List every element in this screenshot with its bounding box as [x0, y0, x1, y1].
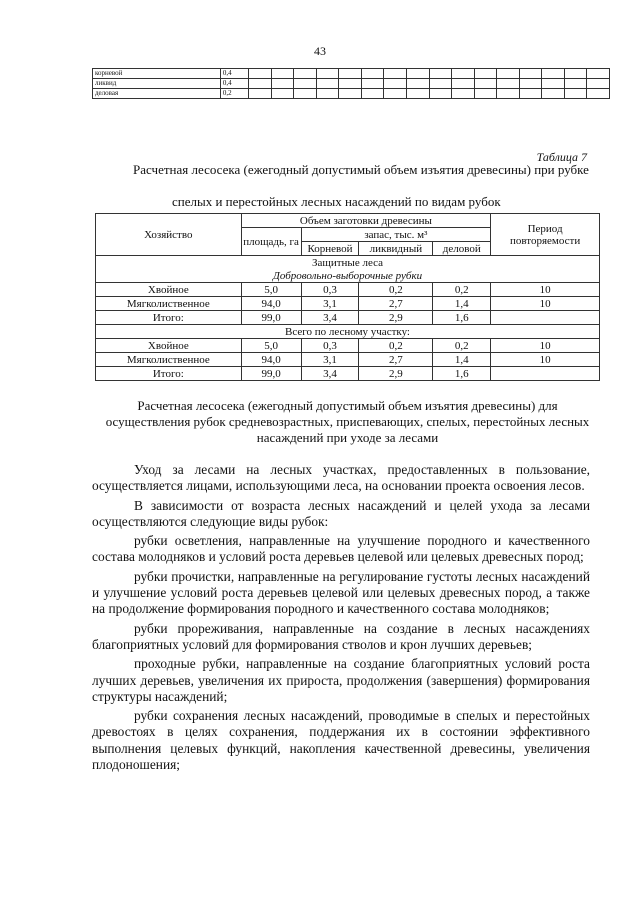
top-table-row — [93, 89, 610, 99]
empty-cell — [339, 89, 362, 99]
empty-cell — [384, 89, 407, 99]
empty-cell — [384, 79, 407, 89]
table-row — [96, 339, 600, 353]
empty-cell — [429, 89, 452, 99]
empty-cell — [587, 89, 610, 99]
cell-farm: Хвойное — [96, 339, 242, 353]
empty-cell — [564, 89, 587, 99]
empty-cell — [542, 79, 565, 89]
empty-cell — [542, 69, 565, 79]
cell-liquid: 0,2 — [359, 339, 433, 353]
caption: Расчетная лесосека (ежегодный допустимый объем изъятия древесины) для осуществления рубок средневозрастных, приспевающих, спелых, перестойных лесных насаждений при уходе за лесами — [105, 398, 590, 445]
cell-root: 3,1 — [301, 353, 359, 367]
cell-business: 1,6 — [433, 311, 491, 325]
cell-root: 3,1 — [301, 297, 359, 311]
empty-cell — [564, 69, 587, 79]
cell-farm: Итого: — [96, 367, 242, 381]
empty-cell — [339, 69, 362, 79]
cell-root: 0,3 — [301, 339, 359, 353]
empty-cell — [249, 89, 272, 99]
cell-liquid: 0,2 — [359, 283, 433, 297]
cell-root: 0,3 — [301, 283, 359, 297]
cutting-area-table — [95, 213, 600, 381]
table-row — [96, 283, 600, 297]
empty-cell — [497, 69, 520, 79]
cell-liquid: 2,7 — [359, 353, 433, 367]
empty-cell — [452, 79, 475, 89]
empty-cell — [519, 79, 542, 89]
cell-liquid: 2,9 — [359, 311, 433, 325]
cell-farm: Хвойное — [96, 283, 242, 297]
cell-period: 10 — [491, 297, 600, 311]
header-stock: запас, тыс. м³ — [301, 228, 491, 242]
empty-cell — [474, 89, 497, 99]
top-row-value: 0,4 — [220, 69, 248, 79]
cell-period — [491, 311, 600, 325]
top-table-row — [93, 79, 610, 89]
header-root: Корневой — [301, 242, 359, 256]
section-selective: Добровольно-выборочные рубки — [96, 269, 600, 283]
cell-business: 1,4 — [433, 297, 491, 311]
empty-cell — [519, 89, 542, 99]
empty-cell — [294, 79, 317, 89]
top-row-name: корневой — [93, 69, 221, 79]
empty-cell — [406, 69, 429, 79]
cell-liquid: 2,9 — [359, 367, 433, 381]
cell-business: 1,4 — [433, 353, 491, 367]
cell-farm: Мягколиственное — [96, 297, 242, 311]
continued-table — [92, 68, 610, 99]
cell-area: 94,0 — [241, 297, 301, 311]
section-total: Всего по лесному участку: — [96, 325, 600, 339]
cell-farm: Мягколиственное — [96, 353, 242, 367]
empty-cell — [452, 69, 475, 79]
body-text — [92, 462, 590, 776]
top-table-row — [93, 69, 610, 79]
empty-cell — [361, 89, 384, 99]
empty-cell — [406, 79, 429, 89]
table-label: Таблица 7 — [536, 150, 587, 164]
empty-cell — [429, 79, 452, 89]
header-period: Период повторяемости — [491, 214, 600, 256]
empty-cell — [339, 79, 362, 89]
empty-cell — [294, 89, 317, 99]
empty-cell — [474, 79, 497, 89]
cell-area: 99,0 — [241, 311, 301, 325]
cell-period: 10 — [491, 283, 600, 297]
top-row-value: 0,2 — [220, 89, 248, 99]
page-number: 43 — [314, 44, 326, 58]
empty-cell — [587, 69, 610, 79]
paragraph: Уход за лесами на лесных участках, предоставленных в пользование, осуществляется лицами, использующими леса, на основании проекта освоения лесов. — [92, 462, 590, 494]
cell-area: 5,0 — [241, 339, 301, 353]
table-row — [96, 353, 600, 367]
empty-cell — [497, 79, 520, 89]
empty-cell — [361, 79, 384, 89]
empty-cell — [249, 69, 272, 79]
empty-cell — [271, 69, 294, 79]
empty-cell — [497, 89, 520, 99]
header-liquid: ликвидный — [359, 242, 433, 256]
top-row-value: 0,4 — [220, 79, 248, 89]
cell-area: 5,0 — [241, 283, 301, 297]
empty-cell — [316, 79, 339, 89]
top-row-name: ликвид — [93, 79, 221, 89]
top-row-name: деловая — [93, 89, 221, 99]
empty-cell — [452, 89, 475, 99]
cell-area: 99,0 — [241, 367, 301, 381]
table-row — [96, 311, 600, 325]
cell-period: 10 — [491, 353, 600, 367]
empty-cell — [564, 79, 587, 89]
header-volume: Объем заготовки древесины — [241, 214, 491, 228]
paragraph: рубки прочистки, направленные на регулирование густоты лесных насаждений и улучшение условий роста деревьев целевой или целевых древесных пород, а также на продолжение формирования породного и качественного состава молодняков; — [92, 568, 590, 617]
empty-cell — [316, 69, 339, 79]
header-farm: Хозяйство — [96, 214, 242, 256]
header-business: деловой — [433, 242, 491, 256]
cell-business: 0,2 — [433, 283, 491, 297]
table-title: Расчетная лесосека (ежегодный допустимый объем изъятия древесины) при рубке — [133, 162, 589, 177]
cell-liquid: 2,7 — [359, 297, 433, 311]
empty-cell — [361, 69, 384, 79]
empty-cell — [271, 89, 294, 99]
cell-period: 10 — [491, 339, 600, 353]
paragraph: В зависимости от возраста лесных насаждений и целей ухода за лесами осуществляются следующие виды рубок: — [92, 497, 590, 529]
empty-cell — [542, 89, 565, 99]
paragraph: проходные рубки, направленные на создание благоприятных условий роста лучших деревьев, увеличения их прироста, продолжения (завершения) формирования структуры насаждений; — [92, 656, 590, 704]
empty-cell — [429, 69, 452, 79]
empty-cell — [294, 69, 317, 79]
empty-cell — [249, 79, 272, 89]
cell-root: 3,4 — [301, 367, 359, 381]
cell-period — [491, 367, 600, 381]
empty-cell — [316, 89, 339, 99]
empty-cell — [271, 79, 294, 89]
cell-business: 0,2 — [433, 339, 491, 353]
paragraph: рубки сохранения лесных насаждений, проводимые в спелых и перестойных древостоях в целях сохранения, поддержания их в состоянии эффективного выполнения целевых функций, накопления качественной древесины, увеличения плодоношения; — [92, 708, 590, 773]
empty-cell — [519, 69, 542, 79]
cell-area: 94,0 — [241, 353, 301, 367]
header-area: площадь, га — [241, 228, 301, 256]
paragraph: рубки прореживания, направленные на создание в лесных насаждениях благоприятных условий для формирования стволов и крон лучших деревьев; — [92, 620, 590, 652]
paragraph: рубки осветления, направленные на улучшение породного и качественного состава молодняков и условий роста деревьев целевой или целевых древесных пород; — [92, 533, 590, 565]
cell-root: 3,4 — [301, 311, 359, 325]
table-row — [96, 367, 600, 381]
empty-cell — [587, 79, 610, 89]
table-row — [96, 297, 600, 311]
empty-cell — [474, 69, 497, 79]
cell-farm: Итого: — [96, 311, 242, 325]
cell-business: 1,6 — [433, 367, 491, 381]
section-protective: Защитные леса — [96, 256, 600, 270]
empty-cell — [384, 69, 407, 79]
empty-cell — [406, 89, 429, 99]
table-title-line2: спелых и перестойных лесных насаждений по видам рубок — [172, 194, 501, 209]
